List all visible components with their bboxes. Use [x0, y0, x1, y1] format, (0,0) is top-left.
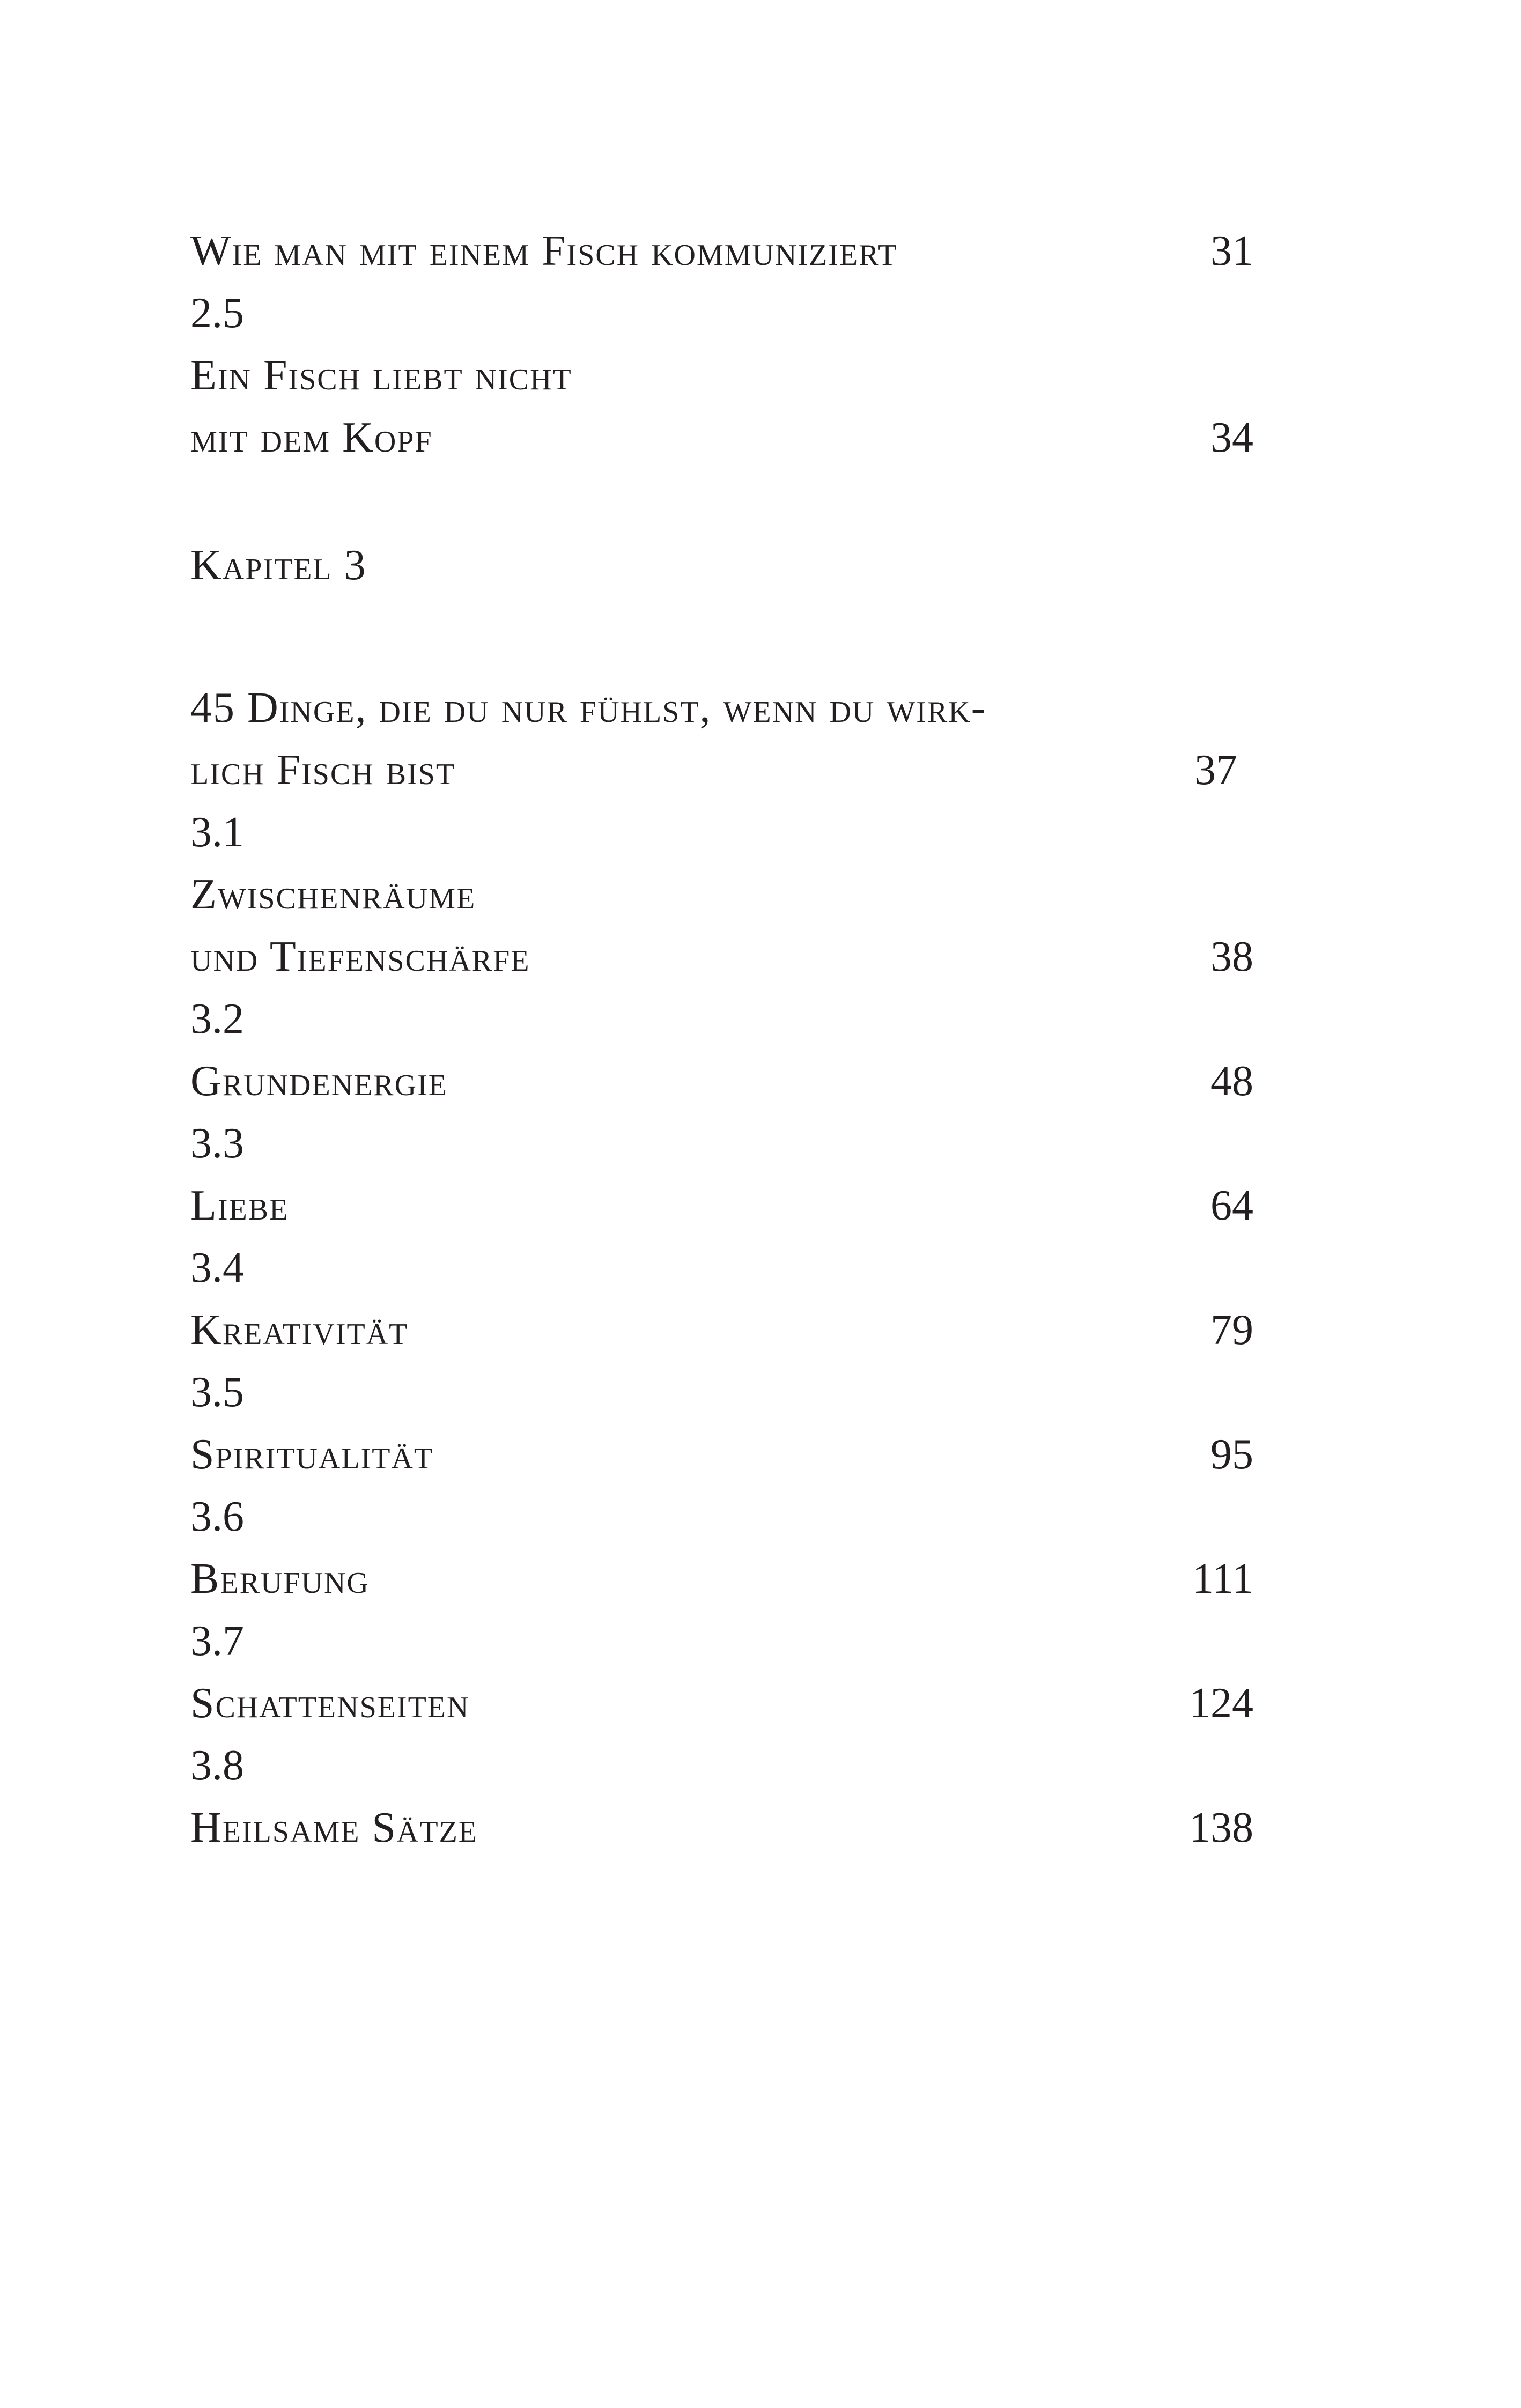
toc-entry-3-2[interactable] — [190, 1050, 1263, 1112]
toc-entry-2-4[interactable] — [190, 220, 1263, 282]
toc-entry-number-3-3 — [190, 1112, 1263, 1175]
toc-entry-number: 3.2 — [190, 995, 244, 1043]
toc-entry-number-3-1 — [190, 801, 1263, 863]
toc-entry-title: Ein Fisch liebt nicht — [190, 352, 572, 399]
toc-entry-title: Schattenseiten — [190, 1680, 470, 1727]
toc-entry-title: Kreativität — [190, 1306, 409, 1354]
chapter-title-line2[interactable] — [190, 739, 1263, 801]
toc-entry-title: mit dem Kopf — [190, 414, 433, 461]
toc-entry-3-7[interactable] — [190, 1672, 1263, 1734]
toc-entry-title: Grundenergie — [190, 1058, 448, 1105]
toc-entry-title: Zwischenräume — [190, 871, 476, 918]
toc-entry-number-3-2 — [190, 988, 1263, 1050]
toc-entry-page: 111 — [1192, 1555, 1253, 1602]
toc-entry-3-8[interactable] — [190, 1797, 1263, 1859]
toc-entry-3-6[interactable] — [190, 1548, 1263, 1610]
toc-entry-page: 64 — [1210, 1182, 1253, 1229]
toc-entry-title: und Tiefenschärfe — [190, 933, 530, 980]
toc-entry-number: 3.4 — [190, 1244, 244, 1291]
toc-entry-page: 34 — [1210, 414, 1253, 461]
toc-entry-page: 124 — [1189, 1680, 1253, 1727]
toc-entry-number: 3.7 — [190, 1617, 244, 1665]
toc-entry-2-5-line2[interactable] — [190, 407, 1263, 469]
toc-entry-title: Wie man mit einem Fisch kommuniziert — [190, 227, 898, 275]
toc-entry-title: Berufung — [190, 1555, 370, 1602]
toc-entry-3-4[interactable] — [190, 1299, 1263, 1361]
toc-entry-number: 3.6 — [190, 1493, 244, 1540]
toc-entry-number-3-8 — [190, 1734, 1263, 1797]
chapter-title-line1[interactable] — [190, 677, 1263, 739]
toc-entry-number-2-5 — [190, 282, 1263, 344]
toc-entry-page: 38 — [1210, 933, 1253, 980]
toc-entry-page: 31 — [1210, 227, 1253, 275]
toc-entry-page: 37 — [1194, 747, 1237, 794]
toc-entry-number-3-4 — [190, 1237, 1263, 1299]
toc-entry-title: Liebe — [190, 1182, 289, 1229]
toc-entry-number-3-5 — [190, 1361, 1263, 1423]
chapter-heading — [190, 534, 1263, 596]
toc-entry-3-1-line2[interactable] — [190, 926, 1263, 988]
toc-entry-page: 95 — [1210, 1431, 1253, 1478]
chapter-title: 45 Dinge, die du nur fühlst, wenn du wirk- — [190, 684, 987, 732]
toc-entry-title: Heilsame Sätze — [190, 1804, 478, 1851]
toc-entry-number: 3.1 — [190, 809, 244, 856]
toc-entry-number-3-6 — [190, 1486, 1263, 1548]
toc-entry-3-5[interactable] — [190, 1423, 1263, 1486]
toc-entry-number: 3.5 — [190, 1369, 244, 1416]
toc-entry-number: 2.5 — [190, 290, 244, 337]
chapter-label: Kapitel 3 — [190, 542, 367, 589]
toc-entry-3-3[interactable] — [190, 1175, 1263, 1237]
chapter-title: lich Fisch bist — [190, 747, 456, 794]
toc-entry-page: 79 — [1210, 1306, 1253, 1354]
toc-entry-page: 138 — [1189, 1804, 1253, 1851]
toc-entry-number: 3.8 — [190, 1742, 244, 1789]
toc-entry-3-1-line1[interactable] — [190, 863, 1263, 926]
toc-entry-number-3-7 — [190, 1610, 1263, 1672]
toc-entry-title: Spiritualität — [190, 1431, 434, 1478]
toc-entry-page: 48 — [1210, 1058, 1253, 1105]
toc-entry-number: 3.3 — [190, 1120, 244, 1167]
toc-entry-2-5-line1[interactable] — [190, 344, 1263, 407]
